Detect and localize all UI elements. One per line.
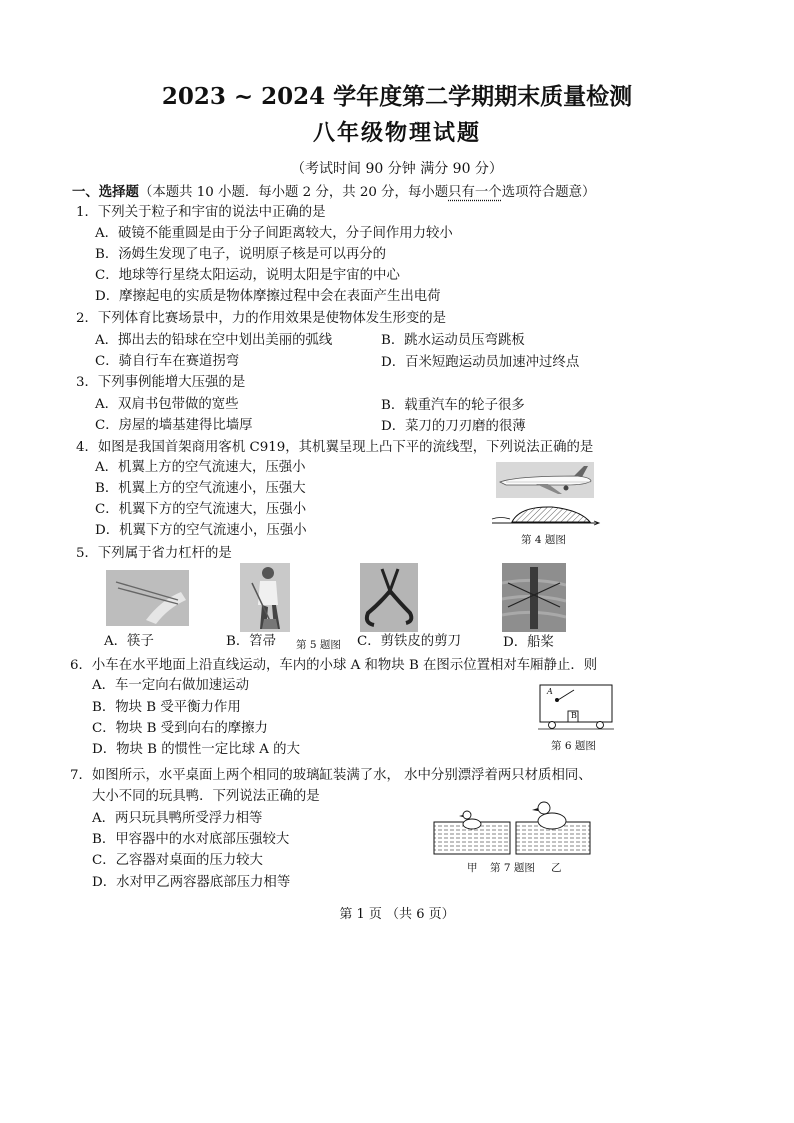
q1-option-c: C．地球等行星绕太阳运动，说明太阳是宇宙的中心: [95, 268, 400, 283]
q5-option-b: B．笤帚: [226, 634, 277, 649]
tank-yi-label: 乙: [551, 862, 562, 874]
exam-title: 2023 ~ 2024 学年度第二学期期末质量检测: [161, 83, 633, 110]
tank-jia-label: 甲: [467, 862, 478, 874]
ball-a-label: A: [547, 687, 553, 696]
q6-option-b: B．物块 B 受平衡力作用: [92, 700, 241, 715]
q1-stem: 1．下列关于粒子和宇宙的说法中正确的是: [76, 205, 326, 220]
q7-option-c: C．乙容器对桌面的压力较大: [92, 853, 263, 868]
q5-option-a: A．筷子: [104, 634, 154, 649]
section-desc-emphasis: 只有一个: [448, 185, 502, 200]
exam-subtitle: 八年级物理试题: [312, 120, 481, 146]
q2-stem: 2．下列体育比赛场景中，力的作用效果是使物体发生形变的是: [76, 311, 447, 326]
section-heading: [72, 184, 595, 201]
broom-image: [240, 563, 290, 632]
q4-option-d: D．机翼下方的空气流速小，压强小: [95, 523, 307, 538]
q6-option-a: A．车一定向右做加速运动: [92, 678, 249, 693]
q2-option-a: A．掷出去的铅球在空中划出美丽的弧线: [95, 333, 333, 348]
q7-stem-line2: 大小不同的玩具鸭．下列说法正确的是: [92, 789, 320, 804]
q7-option-b: B．甲容器中的水对底部压强较大: [92, 832, 290, 847]
q4-stem: 4．如图是我国首架商用客机 C919，其机翼呈现上凸下平的流线型，下列说法正确的是: [76, 440, 594, 455]
q2-option-b: B．跳水运动员压弯跳板: [381, 333, 525, 348]
q1-option-a: A．破镜不能重圆是由于分子间距离较大，分子间作用力较小: [95, 226, 453, 241]
q7-figure-caption: 第 7 题图: [490, 862, 535, 874]
section-desc-post: 选项符合题意）: [501, 185, 596, 200]
q1-option-b: B．汤姆生发现了电子，说明原子核是可以再分的: [95, 247, 387, 262]
q6-figure-caption: 第 6 题图: [551, 740, 596, 752]
oar-rowing-image: [502, 563, 566, 632]
section-title: 一、选择题: [72, 184, 139, 200]
wing-profile-diagram: [490, 502, 602, 528]
q4-option-a: A．机翼上方的空气流速大，压强小: [95, 460, 306, 475]
q4-option-c: C．机翼下方的空气流速大，压强小: [95, 502, 307, 517]
water-tanks-diagram: [432, 800, 592, 856]
q3-option-c: C．房屋的墙基建得比墙厚: [95, 418, 253, 433]
q6-stem: 6．小车在水平地面上沿直线运动，车内的小球 A 和物块 B 在图示位置相对车厢静止．则: [70, 658, 598, 673]
q5-option-d: D．船桨: [503, 635, 554, 650]
q1-option-d: D．摩擦起电的实质是物体摩擦过程中会在表面产生出电荷: [95, 289, 441, 304]
page-number: 第 1 页 （共 6 页）: [339, 907, 455, 922]
section-desc-pre: （本题共 10 小题．每小题 2 分，共 20 分，每小题: [138, 185, 449, 200]
q3-option-a: A．双肩书包带做的宽些: [95, 397, 239, 412]
q6-option-d: D．物块 B 的惯性一定比球 A 的大: [92, 742, 300, 757]
chopsticks-image: [106, 570, 189, 626]
q6-option-c: C．物块 B 受到向右的摩擦力: [92, 721, 268, 736]
q3-option-b: B．载重汽车的轮子很多: [381, 398, 525, 413]
q5-option-c: C．剪铁皮的剪刀: [357, 634, 461, 649]
cart-diagram: [538, 683, 614, 731]
q5-figure-caption: 第 5 题图: [296, 639, 341, 651]
q5-stem: 5．下列属于省力杠杆的是: [76, 546, 232, 561]
q3-option-d: D．菜刀的刀刃磨的很薄: [381, 419, 526, 434]
q7-option-d: D．水对甲乙两容器底部压力相等: [92, 875, 291, 890]
q3-stem: 3．下列事例能增大压强的是: [76, 375, 246, 390]
block-b-label: B: [571, 711, 577, 720]
q7-option-a: A．两只玩具鸭所受浮力相等: [92, 811, 263, 826]
tin-snips-image: [360, 563, 418, 632]
airplane-image: [496, 462, 594, 498]
q4-figure-caption: 第 4 题图: [521, 534, 566, 546]
q7-stem-line1: 7．如图所示，水平桌面上两个相同的玻璃缸装满了水， 水中分别漂浮着两只材质相同、: [70, 768, 592, 783]
q2-option-d: D．百米短跑运动员加速冲过终点: [381, 355, 580, 370]
q2-option-c: C．骑自行车在赛道拐弯: [95, 354, 240, 369]
q4-option-b: B．机翼上方的空气流速小，压强大: [95, 481, 306, 496]
exam-info: （考试时间 90 分钟 满分 90 分）: [291, 161, 503, 177]
